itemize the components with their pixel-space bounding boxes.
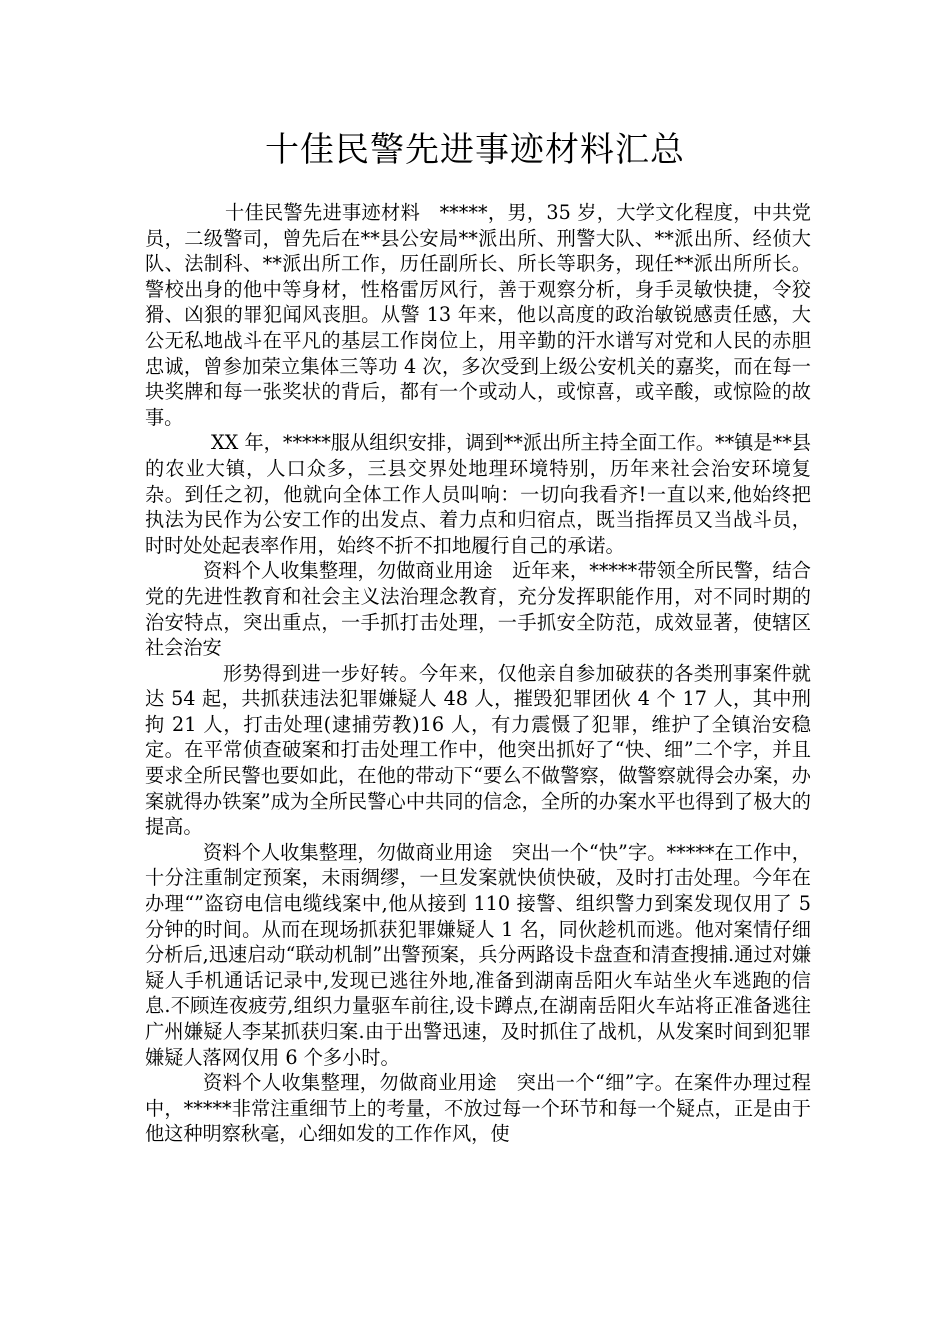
paragraph-appointment: XX 年，*****服从组织安排，调到**派出所主持全面工作。**镇是**县的农业大镇，人口众多，三县交界处地理环境特别，历年来社会治安环境复杂。到任之初，他就向全体工作人员叫响：一切向我看齐!一直以来,他始终把执法为民作为公安工作的出发点、着力点和归宿点，既当指挥员又当战斗员，时时处处起表率作用，始终不折不扣地履行自己的承诺。 [145,431,811,557]
document-body [145,200,811,1147]
document-title: 十佳民警先进事迹材料汇总 [265,130,685,170]
paragraph-results: 形势得到进一步好转。今年来，仅他亲自参加破获的各类刑事案件就达 54 起，共抓获违法犯罪嫌疑人 48 人，摧毁犯罪团伙 4 个 17 人，其中刑拘 21 人，打击处理(逮捕劳教)16 人，有力震慑了犯罪，维护了全镇治安稳定。在平常侦查破案和打击处理工作中，他突出抓好了“快、细”二个字，并且要求全所民警也要如此，在他的带动下“要么不做警察，做警察就得会办案，办案就得办铁案”成为全所民警心中共同的信念，全所的办案水平也得到了极大的提高。 [145,661,811,839]
paragraph-fast: 资料个人收集整理，勿做商业用途 突出一个“快”字。*****在工作中，十分注重制定预案，未雨绸缪，一旦发案就快侦快破，及时打击处理。今年在办理“”盗窃电信电缆线案中,他从接到 110 接警、组织警力到案发现仅用了 5 分钟的时间。从而在现场抓获犯罪嫌疑人 1 名，同伙趁机而逃。他对案情仔细分析后,迅速启动“联动机制”出警预案，兵分两路设卡盘查和清查搜捕.通过对嫌疑人手机通话记录中,发现已逃往外地,准备到湖南岳阳火车站坐火车逃跑的信息.不顾连夜疲劳,组织力量驱车前往,设卡蹲点,在湖南岳阳火车站将正准备逃往广州嫌疑人李某抓获归案.由于出警迅速，及时抓住了战机，从发案时间到犯罪嫌疑人落网仅用 6 个多小时。 [145,840,811,1069]
paragraph-leadership: 资料个人收集整理，勿做商业用途 近年来，*****带领全所民警，结合党的先进性教育和社会主义法治理念教育，充分发挥职能作用，对不同时期的治安特点，突出重点，一手抓打击处理，一手抓安全防范，成效显著，使辖区社会治安 [145,559,811,660]
paragraph-detail: 资料个人收集整理，勿做商业用途 突出一个“细”字。在案件办理过程中，*****非常注重细节上的考量，不放过每一个环节和每一个疑点，正是由于他这种明察秋毫，心细如发的工作作风，使 [145,1071,811,1146]
paragraph-intro: 十佳民警先进事迹材料 *****，男，35 岁，大学文化程度，中共党员，二级警司，曾先后在**县公安局**派出所、刑警大队、**派出所、经侦大队、法制科、**派出所工作，历任副所长、所长等职务，现任**派出所所长。警校出身的他中等身材，性格雷厉风行，善于观察分析，身手灵敏快捷，令狡猾、凶狠的罪犯闻风丧胆。从警 13 年来，他以高度的政治敏锐感责任感，大公无私地战斗在平凡的基层工作岗位上，用辛勤的汗水谱写对党和人民的赤胆忠诚，曾参加荣立集体三等功 4 次，多次受到上级公安机关的嘉奖，而在每一块奖牌和每一张奖状的背后，都有一个或动人，或惊喜，或辛酸，或惊险的故事。 [145,201,811,429]
